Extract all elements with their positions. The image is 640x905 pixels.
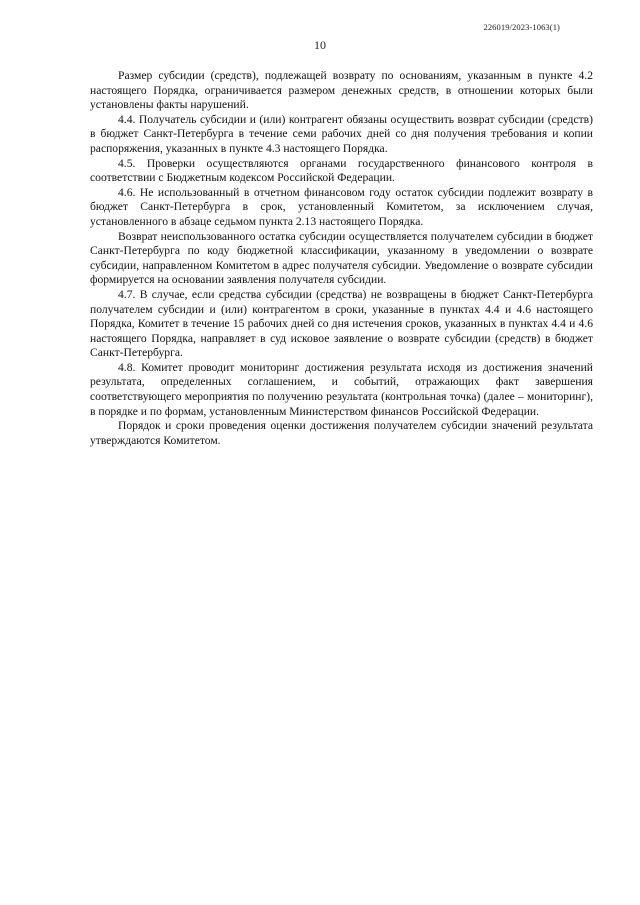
document-registration-number: 226019/2023-1063(1) [483, 22, 560, 32]
paragraph-4-4: 4.4. Получатель субсидии и (или) контрагент обязаны осуществить возврат субсидии (средств) в бюджет Санкт-Петербурга в течение семи рабочих дней со дня получения требования и копии распоряжения, указанных в пункте 4.3 настоящего Порядка. [90, 112, 593, 155]
document-body [90, 69, 593, 448]
paragraph-subsidy-amount: Размер субсидии (средств), подлежащей возврату по основаниям, указанным в пункте 4.2 настоящего Порядка, ограничивается размером денежных средств, в отношении которых были установлены факты нарушений. [90, 69, 593, 112]
page-number: 10 [314, 38, 326, 52]
paragraph-4-8: 4.8. Комитет проводит мониторинг достижения результата исходя из достижения значений результата, определенных соглашением, и событий, отражающих факт завершения соответствующего мероприятия по получению результата (контрольная точка) (далее – мониторинг), в порядке и по формам, установленным Министерством финансов Российской Федерации. [90, 360, 593, 418]
paragraph-evaluation-procedure: Порядок и сроки проведения оценки достижения получателем субсидии значений результата утверждаются Комитетом. [90, 419, 593, 447]
paragraph-4-6: 4.6. Не использованный в отчетном финансовом году остаток субсидии подлежит возврату в бюджет Санкт-Петербурга в срок, установленный Комитетом, за исключением случая, установленного в абзаце седьмом пункта 2.13 настоящего Порядка. [90, 185, 593, 228]
paragraph-4-7: 4.7. В случае, если средства субсидии (средства) не возвращены в бюджет Санкт-Петербурга получателем субсидии и (или) контрагентом в сроки, указанные в пунктах 4.4 и 4.6 настоящего Порядка, Комитет в течение 15 рабочих дней со дня истечения сроков, указанных в пунктах 4.4 и 4.6 настоящего Порядка, направляет в суд исковое заявление о возврате субсидии (средств) в бюджет Санкт-Петербурга. [90, 287, 593, 360]
paragraph-unused-balance-return: Возврат неиспользованного остатка субсидии осуществляется получателем субсидии в бюджет Санкт-Петербурга по коду бюджетной классификации, указанному в уведомлении о возврате субсидии, направленном Комитетом в адрес получателя субсидии. Уведомление о возврате субсидии формируется на основании заявления получателя субсидии. [90, 229, 593, 287]
paragraph-4-5: 4.5. Проверки осуществляются органами государственного финансового контроля в соответствии с Бюджетным кодексом Российской Федерации. [90, 156, 593, 185]
